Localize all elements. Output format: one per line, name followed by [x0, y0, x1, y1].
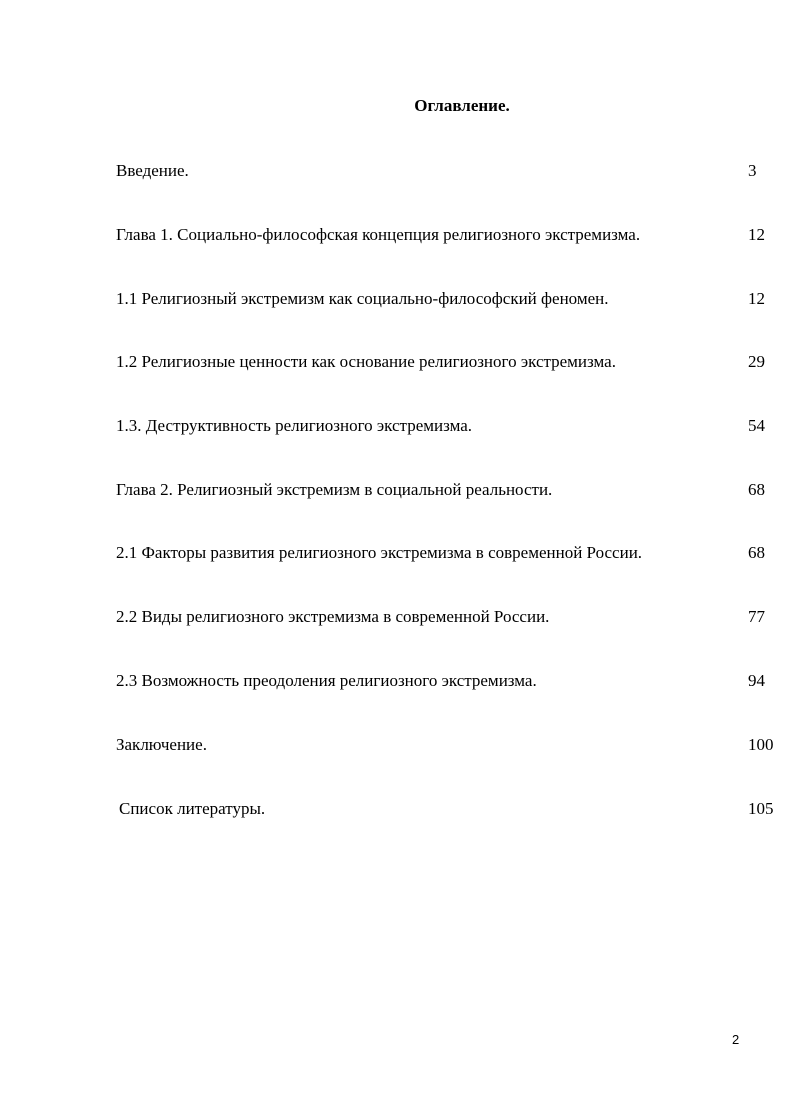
- toc-entry-title: Введение.: [116, 161, 189, 180]
- toc-entry-page: 54: [748, 416, 765, 435]
- toc-entry-page: 105: [748, 799, 774, 818]
- toc-entry-page: 77: [748, 607, 765, 626]
- toc-entry-page: 68: [748, 480, 765, 499]
- toc-entry-page: 68: [748, 543, 765, 562]
- toc-entry-page: 94: [748, 671, 765, 690]
- toc-entry-chapter-1: [0, 223, 794, 247]
- toc-entry-bibliography: [0, 797, 794, 821]
- toc-entry-page: 12: [748, 225, 765, 244]
- toc-entry-title: Глава 1. Социально-философская концепция религиозного экстремизма.: [116, 225, 641, 244]
- toc-entry-section-1-3: [0, 414, 794, 438]
- toc-entry-title: 2.1 Факторы развития религиозного экстремизма в современной России.: [116, 543, 643, 562]
- page-title: Оглавление.: [414, 96, 510, 115]
- toc-entry-section-1-1: [0, 287, 794, 311]
- toc-entry-section-2-3: [0, 669, 794, 693]
- toc-entry-title: 1.2 Религиозные ценности как основание религиозного экстремизма.: [116, 352, 616, 371]
- toc-entry-chapter-2: [0, 478, 794, 502]
- toc-entry-section-2-1: [0, 541, 794, 565]
- toc-entry-title: 2.3 Возможность преодоления религиозного экстремизма.: [116, 671, 537, 690]
- toc-entry-title: Глава 2. Религиозный экстремизм в социальной реальности.: [116, 480, 553, 499]
- toc-entry-title: 1.1 Религиозный экстремизм как социально-философский феномен.: [116, 289, 609, 308]
- toc-entry-page: 12: [748, 289, 765, 308]
- toc-entry-page: 3: [748, 161, 757, 180]
- page-number: 2: [732, 1032, 740, 1047]
- toc-entry-title: Заключение.: [116, 735, 207, 754]
- toc-entry-title: 1.3. Деструктивность религиозного экстремизма.: [116, 416, 473, 435]
- toc-entry-conclusion: [0, 733, 794, 757]
- toc-entry-introduction: [0, 159, 794, 183]
- toc-entry-title: Список литературы.: [119, 799, 266, 818]
- toc-entry-page: 100: [748, 735, 774, 754]
- toc-entry-section-2-2: [0, 605, 794, 629]
- toc-entry-title: 2.2 Виды религиозного экстремизма в современной России.: [116, 607, 550, 626]
- toc-entry-page: 29: [748, 352, 765, 371]
- toc-entry-section-1-2: [0, 350, 794, 374]
